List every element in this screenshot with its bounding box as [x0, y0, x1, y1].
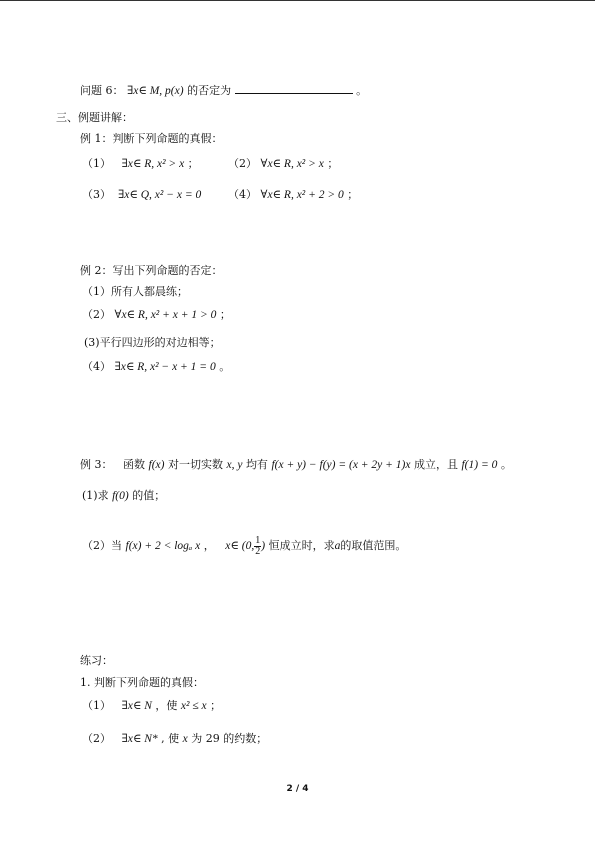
example-3-statement: 例 3： 函数 f(x) 对一切实数 x, y 均有 f(x + y) − f(y) = (x + 2y + 1)x 成立，且 f(1) = 0 。	[80, 458, 512, 471]
top-rule	[0, 0, 595, 1]
example-1-item-4: （4） ∀x∈ R, x² + 2 > 0 ；	[228, 188, 359, 201]
example-3-question-2: （2）当 f(x) + 2 < logₐ x ， x∈ (0, $\frac{1}{2}$ ) 恒成立时，求a的取值范围。	[82, 534, 407, 557]
example-2-title: 例 2：写出下列命题的否定：	[80, 264, 223, 277]
example-1-title: 例 1：判断下列命题的真假：	[80, 132, 223, 145]
example-3-question-1: (1)求 f(0) 的值；	[82, 489, 166, 502]
fraction-one-half: $\frac{1}{2}$	[255, 534, 261, 557]
answer-blank	[235, 83, 353, 94]
example-2-item-4: （4） ∃x∈ R, x² − x + 1 = 0 。	[82, 360, 231, 373]
section-heading: 三、例题讲解：	[56, 111, 133, 124]
example-1-item-1: （1） ∃x∈ R, x² > x ；	[82, 157, 199, 170]
example-2-item-1: （1）所有人都晨练；	[82, 285, 188, 298]
practice-title: 练习：	[80, 654, 113, 667]
example-1-item-3: （3） ∃x∈ Q, x² − x = 0	[82, 188, 202, 201]
example-2-item-2: （2） ∀x∈ R, x² + x + 1 > 0 ；	[82, 308, 231, 321]
example-1-item-2: （2） ∀x∈ R, x² > x ；	[228, 157, 339, 170]
practice-1-item-2: （2） ∃x∈ N* , 使 x 为 29 的约数；	[82, 732, 268, 745]
example-2-item-3: (3)平行四边形的对边相等；	[84, 336, 221, 349]
practice-1-title: 1. 判断下列命题的真假：	[80, 676, 204, 689]
math-expr: ∃x∈ M, p(x)	[127, 85, 184, 97]
page-number: 2 / 4	[286, 784, 309, 794]
practice-1-item-1: （1） ∃x∈ N ，使 x² ≤ x ；	[82, 699, 222, 712]
question-6: 问题 6： ∃x∈ M, p(x) 的否定为 。	[80, 84, 368, 97]
